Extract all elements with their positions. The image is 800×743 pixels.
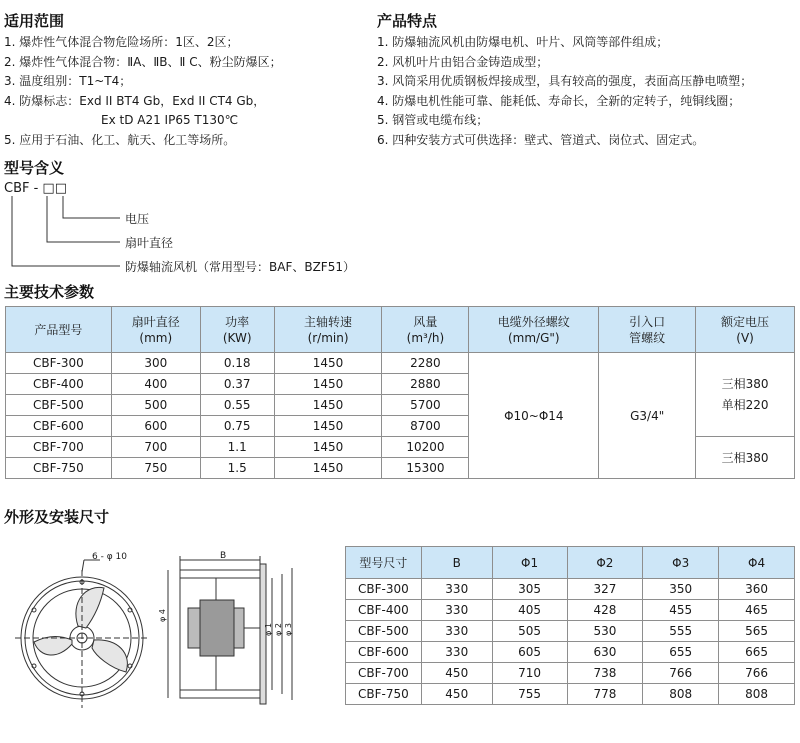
cell: 565 — [719, 621, 795, 642]
cell-power: 0.75 — [200, 416, 274, 437]
cell: 360 — [719, 579, 795, 600]
dims-header: Φ1 — [492, 547, 567, 579]
scope-item: 4. 防爆标志：Exd II BT4 Gb，Exd II CT4 Gb， — [4, 93, 266, 108]
tech-table — [5, 306, 795, 479]
cell-speed: 1450 — [274, 353, 382, 374]
cell-diameter: 400 — [111, 374, 200, 395]
cell: 710 — [492, 663, 567, 684]
table-row — [346, 663, 795, 684]
tech-header: 额定电压 (V) — [696, 307, 795, 353]
cell-airflow: 8700 — [382, 416, 469, 437]
tech-header: 产品型号 — [6, 307, 112, 353]
cell-speed: 1450 — [274, 458, 382, 479]
tech-header: 引入口 管螺纹 — [599, 307, 696, 353]
cell: 428 — [567, 600, 643, 621]
dims-table — [345, 546, 795, 705]
phi2-label: φ 2 — [274, 623, 283, 636]
cell-model: CBF-300 — [6, 353, 112, 374]
cell-speed: 1450 — [274, 374, 382, 395]
scope-item: 1. 爆炸性气体混合物危险场所：1区、2区； — [4, 35, 239, 49]
cell: 766 — [719, 663, 795, 684]
dims-header: B — [421, 547, 492, 579]
features-title: 产品特点 — [377, 12, 438, 30]
cell-airflow: 5700 — [382, 395, 469, 416]
cell-voltage-2: 三相380 — [696, 437, 795, 479]
scope-item: Ex tD A21 IP65 T130℃ — [101, 113, 239, 127]
voltage-single-phase: 单相220 — [721, 397, 769, 412]
cell: 455 — [643, 600, 719, 621]
cell-voltage-1 — [696, 353, 795, 437]
cell-airflow: 2880 — [382, 374, 469, 395]
scope-item: 2. 爆炸性气体混合物：ⅡA、ⅡB、Ⅱ C、粉尘防爆区； — [4, 54, 282, 69]
tech-title: 主要技术参数 — [4, 283, 95, 301]
tech-header: 功率 (KW) — [200, 307, 274, 353]
model-label-diameter: 扇叶直径 — [125, 236, 174, 250]
feature-item: 5. 钢管或电缆布线； — [377, 113, 489, 127]
feature-item: 4. 防爆电机性能可靠、能耗低、寿命长，全新的定转子，纯铜线圈； — [377, 93, 741, 108]
cell: 350 — [643, 579, 719, 600]
cell-airflow: 15300 — [382, 458, 469, 479]
cell-diameter: 750 — [111, 458, 200, 479]
cell: 555 — [643, 621, 719, 642]
fan-front-view-drawing — [0, 540, 160, 720]
cell: 766 — [643, 663, 719, 684]
cell: 330 — [421, 600, 492, 621]
table-row — [346, 600, 795, 621]
cell-power: 1.1 — [200, 437, 274, 458]
feature-item: 6. 四种安装方式可供选择：壁式、管道式、岗位式、固定式。 — [377, 132, 705, 147]
table-row — [346, 684, 795, 705]
table-row — [346, 621, 795, 642]
cell: CBF-600 — [346, 642, 422, 663]
scope-item: 3. 温度组别：T1~T4； — [4, 74, 132, 88]
dims-header: Φ4 — [719, 547, 795, 579]
cell: 327 — [567, 579, 643, 600]
cell-speed: 1450 — [274, 437, 382, 458]
cell: 655 — [643, 642, 719, 663]
table-row — [6, 353, 795, 374]
cell: 808 — [643, 684, 719, 705]
cell: 808 — [719, 684, 795, 705]
cell: 778 — [567, 684, 643, 705]
cell: 505 — [492, 621, 567, 642]
dims-header-row — [346, 547, 795, 579]
cell-airflow: 2280 — [382, 353, 469, 374]
phi1-label: φ 1 — [264, 623, 273, 636]
cell: 450 — [421, 684, 492, 705]
cell-diameter: 700 — [111, 437, 200, 458]
scope-title: 适用范围 — [4, 12, 65, 30]
model-title: 型号含义 — [4, 159, 65, 177]
scope-item: 5. 应用于石油、化工、航天、化工等场所。 — [4, 132, 236, 147]
b-dimension-label: B — [220, 551, 227, 561]
feature-item: 1. 防爆轴流风机由防爆电机、叶片、风筒等部件组成； — [377, 35, 669, 49]
cell: 450 — [421, 663, 492, 684]
hole-label: 6 - φ 10 — [92, 552, 127, 562]
feature-item: 3. 风筒采用优质钢板焊接成型，具有较高的强度，表面高压静电喷塑； — [377, 74, 753, 88]
cell-model: CBF-700 — [6, 437, 112, 458]
phi4-label: φ 4 — [158, 609, 167, 622]
cell-airflow: 10200 — [382, 437, 469, 458]
cell: CBF-700 — [346, 663, 422, 684]
table-row — [346, 642, 795, 663]
model-label-voltage: 电压 — [125, 212, 150, 226]
cell-model: CBF-750 — [6, 458, 112, 479]
cell: 530 — [567, 621, 643, 642]
dims-title: 外形及安装尺寸 — [4, 508, 110, 526]
cell-diameter: 300 — [111, 353, 200, 374]
cell: 330 — [421, 579, 492, 600]
cell: 665 — [719, 642, 795, 663]
dims-header: Φ2 — [567, 547, 643, 579]
feature-item: 2. 风机叶片由铝合金铸造成型； — [377, 54, 549, 69]
cell: CBF-750 — [346, 684, 422, 705]
cell-speed: 1450 — [274, 416, 382, 437]
cell: 465 — [719, 600, 795, 621]
cell: 330 — [421, 621, 492, 642]
cell: 405 — [492, 600, 567, 621]
model-label-fan: 防爆轴流风机（常用型号：BAF、BZF51） — [125, 260, 355, 274]
cell-model: CBF-600 — [6, 416, 112, 437]
cell-power: 0.37 — [200, 374, 274, 395]
dims-header: 型号尺寸 — [346, 547, 422, 579]
cell-diameter: 600 — [111, 416, 200, 437]
tech-header: 主轴转速 (r/min) — [274, 307, 382, 353]
cell: 305 — [492, 579, 567, 600]
features-list — [377, 33, 752, 150]
cell-thread: G3/4" — [599, 353, 696, 479]
cell-power: 1.5 — [200, 458, 274, 479]
tech-header: 风量 (m³/h) — [382, 307, 469, 353]
dims-header: Φ3 — [643, 547, 719, 579]
cell: CBF-500 — [346, 621, 422, 642]
tech-header: 扇叶直径 (mm) — [111, 307, 200, 353]
phi3-label: φ 3 — [284, 623, 293, 636]
tech-header-row — [6, 307, 795, 353]
cell: 755 — [492, 684, 567, 705]
cell-speed: 1450 — [274, 395, 382, 416]
model-code: CBF - □□ — [4, 181, 67, 196]
cell-cable: Φ10~Φ14 — [469, 353, 599, 479]
cell: CBF-400 — [346, 600, 422, 621]
cell-diameter: 500 — [111, 395, 200, 416]
cell: 630 — [567, 642, 643, 663]
cell: 330 — [421, 642, 492, 663]
cell-model: CBF-400 — [6, 374, 112, 395]
cell-model: CBF-500 — [6, 395, 112, 416]
cell: 605 — [492, 642, 567, 663]
tech-header: 电缆外径螺纹 (mm/G") — [469, 307, 599, 353]
cell: 738 — [567, 663, 643, 684]
table-row — [346, 579, 795, 600]
cell: CBF-300 — [346, 579, 422, 600]
voltage-three-phase: 三相380 — [721, 376, 769, 391]
cell-power: 0.55 — [200, 395, 274, 416]
cell-power: 0.18 — [200, 353, 274, 374]
